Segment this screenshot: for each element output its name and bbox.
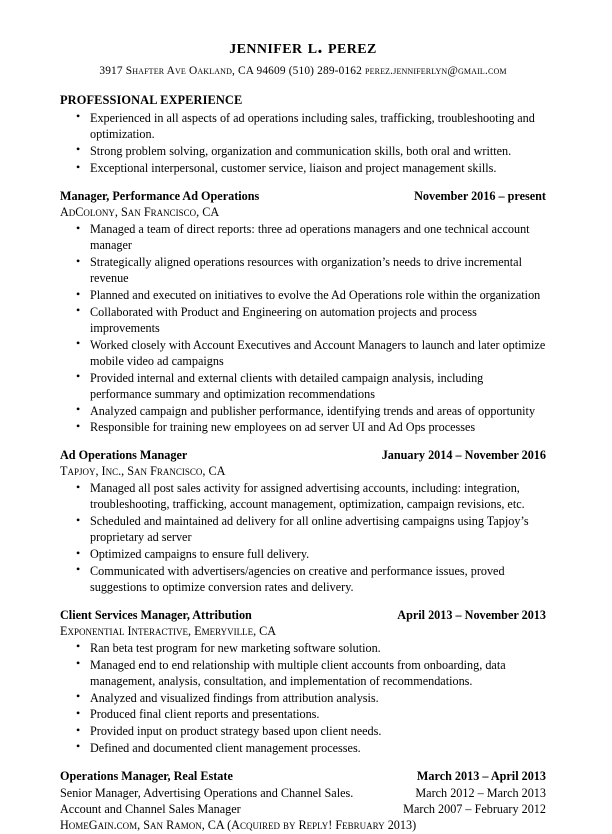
list-item: • Provided input on product strategy based upon client needs.	[60, 723, 546, 739]
summary-list	[60, 110, 546, 177]
job-title: Ad Operations Manager	[60, 448, 188, 463]
list-item: • Experienced in all aspects of ad operations including sales, trafficking, troubleshooting and optimization.	[60, 110, 546, 142]
job-company: Tapjoy, Inc., San Francisco, CA	[60, 464, 226, 479]
job-subrole-2	[60, 801, 546, 817]
list-item: • Planned and executed on initiatives to evolve the Ad Operations role within the organization	[60, 287, 546, 303]
job-dates: March 2013 – April 2013	[416, 768, 546, 783]
list-item: • Scheduled and maintained ad delivery for all online advertising campaigns using Tapjoy’s proprietary ad server	[60, 513, 546, 545]
job-header	[60, 608, 546, 624]
list-item: • Communicated with advertisers/agencies on creative and performance issues, proved suggestions to optimize conversion rates and delivery.	[60, 563, 546, 595]
job-bullets	[60, 480, 546, 595]
job-subrole-dates: March 2012 – March 2013	[415, 785, 546, 800]
list-item: • Analyzed campaign and publisher performance, identifying trends and areas of opportunity	[60, 403, 546, 419]
list-item: • Managed a team of direct reports: three ad operations managers and one technical account manager	[60, 221, 546, 253]
job-entry-exponential	[60, 608, 546, 756]
job-company: HomeGain.com, San Ramon, CA (Acquired by Reply! February 2013)	[60, 818, 417, 833]
job-entry-tapjoy	[60, 448, 546, 595]
job-company: Exponential Interactive, Emeryville, CA	[60, 624, 277, 639]
list-item: • Exceptional interpersonal, customer service, liaison and project management skills.	[60, 160, 546, 176]
job-dates: November 2016 – present	[414, 189, 546, 204]
job-bullets	[60, 221, 546, 435]
job-subrole-title: Senior Manager, Advertising Operations and Channel Sales.	[60, 785, 354, 800]
job-entry-adcolony	[60, 189, 546, 435]
list-item: • Analyzed and visualized findings from attribution analysis.	[60, 690, 546, 706]
job-title: Manager, Performance Ad Operations	[60, 189, 260, 204]
list-item: • Managed end to end relationship with multiple client accounts from onboarding, data management, analysis, consultation, and implementation of recommendations.	[60, 657, 546, 689]
contact-line: 3917 Shafter Ave Oakland, CA 94609 (510) 289-0162 perez.jenniferlyn@gmail.com	[99, 64, 507, 77]
list-item: • Defined and documented client management processes.	[60, 740, 546, 756]
list-item: • Managed all post sales activity for assigned advertising accounts, including: integration, troubleshooting, trafficking, account management, optimization, campaign revisions, etc.	[60, 480, 546, 512]
section-title-professional-experience: PROFESSIONAL EXPERIENCE	[60, 93, 243, 108]
job-entry-homegain	[60, 769, 546, 834]
list-item: • Produced final client reports and presentations.	[60, 706, 546, 722]
list-item: • Responsible for training new employees on ad server UI and Ad Ops processes	[60, 419, 546, 435]
job-title: Operations Manager, Real Estate	[60, 768, 233, 783]
list-item: • Strong problem solving, organization and communication skills, both oral and written.	[60, 143, 546, 159]
list-item: • Provided internal and external clients with detailed campaign analysis, including performance summary and optimization recommendations	[60, 370, 546, 402]
list-item: • Collaborated with Product and Engineering on automation projects and process improvements	[60, 304, 546, 336]
job-header	[60, 189, 546, 205]
candidate-name: jennifer l. perez	[229, 37, 377, 58]
job-bullets	[60, 640, 546, 756]
list-item: • Ran beta test program for new marketing software solution.	[60, 640, 546, 656]
job-subrole-dates: March 2007 – February 2012	[403, 802, 546, 817]
job-header	[60, 769, 546, 785]
job-header	[60, 448, 546, 464]
job-company: AdColony, San Francisco, CA	[60, 205, 220, 220]
job-subrole-title: Account and Channel Sales Manager	[60, 802, 241, 817]
list-item: • Worked closely with Account Executives and Account Managers to launch and later optimize mobile video ad campaigns	[60, 337, 546, 369]
job-dates: January 2014 – November 2016	[381, 448, 546, 463]
list-item: • Optimized campaigns to ensure full delivery.	[60, 546, 546, 562]
list-item: • Strategically aligned operations resources with organization’s needs to drive incremental revenue	[60, 254, 546, 286]
job-subrole-1	[60, 785, 546, 801]
job-dates: April 2013 – November 2013	[397, 608, 546, 623]
job-title: Client Services Manager, Attribution	[60, 608, 252, 623]
